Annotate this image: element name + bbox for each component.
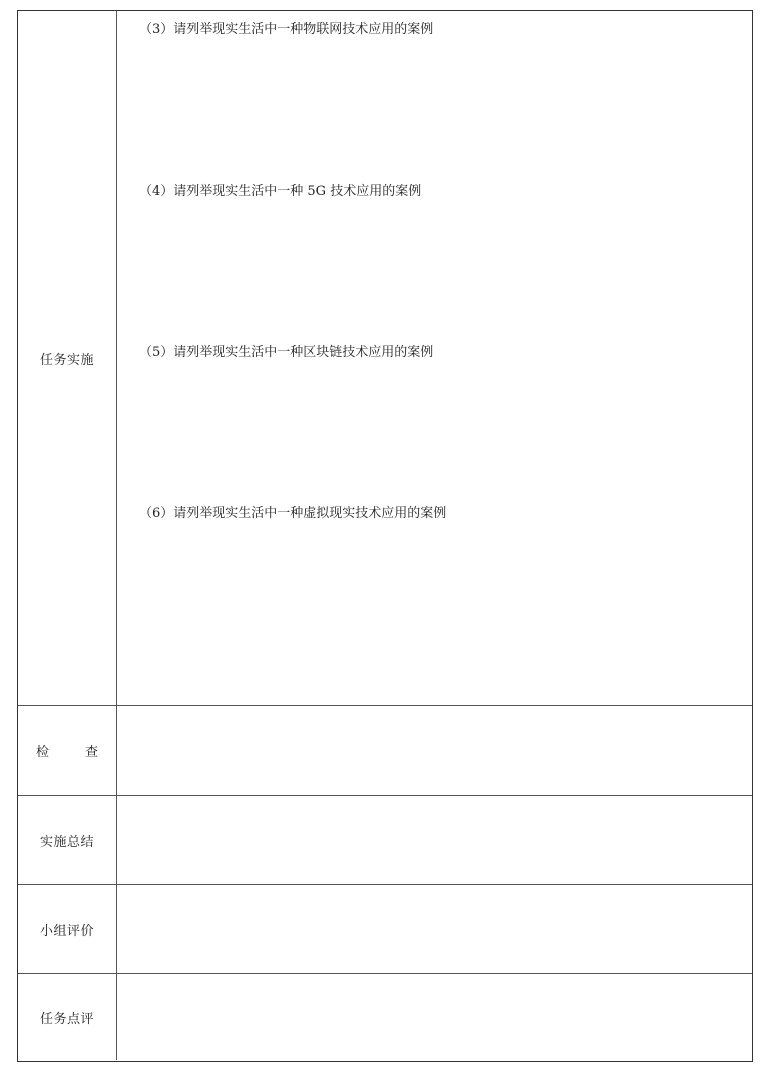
group-evaluation-row	[18, 884, 752, 973]
question-5: （5）请列举现实生活中一种区块链技术应用的案例	[139, 345, 434, 360]
task-implementation-row	[18, 11, 752, 705]
summary-row	[18, 795, 752, 884]
question-4: （4）请列举现实生活中一种 5G 技术应用的案例	[139, 184, 422, 199]
task-review-row	[18, 973, 752, 1060]
task-implementation-content[interactable]	[117, 11, 752, 705]
check-label	[18, 706, 117, 795]
task-review-content[interactable]	[117, 974, 752, 1060]
task-implementation-label	[18, 11, 117, 705]
task-implementation-label-text: 任务实施	[39, 352, 94, 368]
task-review-label	[18, 974, 117, 1060]
summary-content[interactable]	[117, 796, 752, 884]
group-evaluation-content[interactable]	[117, 885, 752, 973]
check-content[interactable]	[117, 706, 752, 795]
task-form-table	[17, 10, 753, 1062]
summary-label-text: 实施总结	[39, 834, 94, 850]
check-row	[18, 705, 752, 795]
summary-label	[18, 796, 117, 884]
task-review-label-text: 任务点评	[39, 1011, 94, 1027]
group-evaluation-label	[18, 885, 117, 973]
check-label-char-1: 检	[35, 745, 49, 760]
group-evaluation-label-text: 小组评价	[39, 923, 94, 939]
question-6: （6）请列举现实生活中一种虚拟现实技术应用的案例	[139, 506, 447, 521]
check-label-char-2: 查	[85, 745, 99, 760]
question-3: （3）请列举现实生活中一种物联网技术应用的案例	[139, 22, 434, 37]
